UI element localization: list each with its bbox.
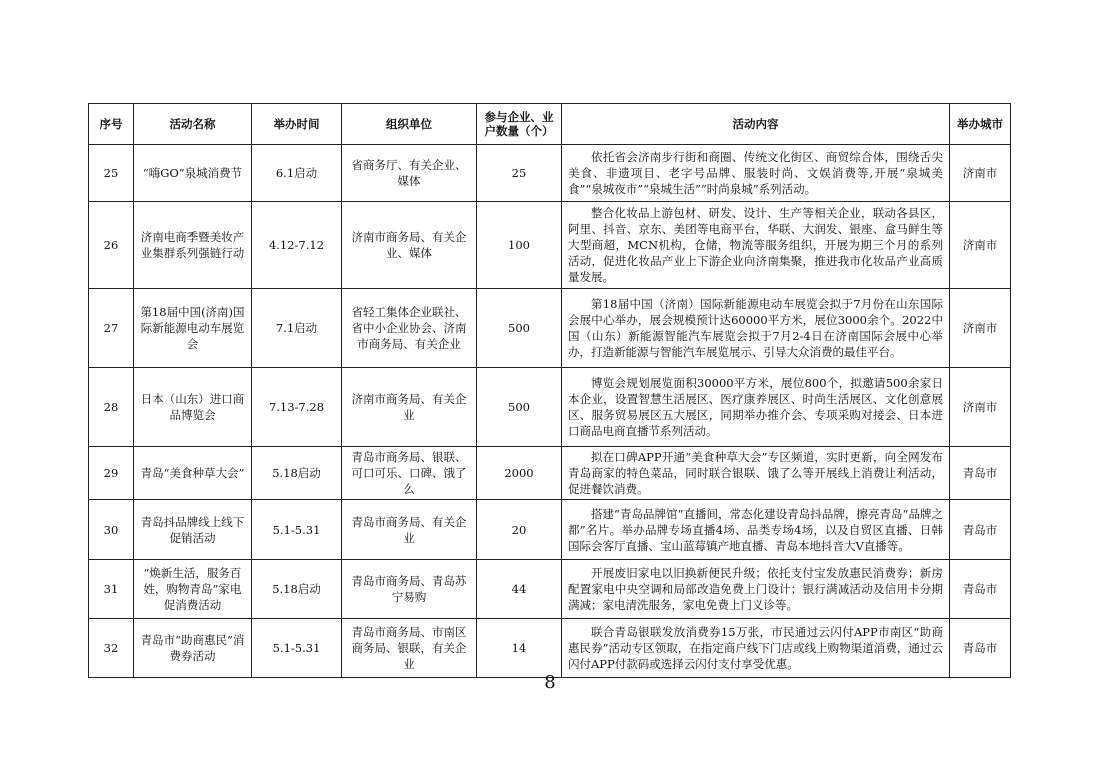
row-time: 5.1-5.31 xyxy=(252,619,342,678)
row-count: 500 xyxy=(477,368,562,447)
header-name: 活动名称 xyxy=(134,104,252,145)
row-city: 青岛市 xyxy=(950,500,1011,560)
row-city: 济南市 xyxy=(950,202,1011,289)
row-org: 济南市商务局、有关企业、媒体 xyxy=(342,202,477,289)
header-count: 参与企业、业户数量（个） xyxy=(477,104,562,145)
row-seq: 31 xyxy=(89,560,134,619)
row-org: 省轻工集体企业联社、省中小企业协会、济南市商务局、有关企业 xyxy=(342,289,477,368)
row-time: 7.13-7.28 xyxy=(252,368,342,447)
row-org: 青岛市商务局、有关企业 xyxy=(342,500,477,560)
row-count: 20 xyxy=(477,500,562,560)
table-row xyxy=(89,202,1011,289)
row-org: 青岛市商务局、市南区商务局、银联，有关企业 xyxy=(342,619,477,678)
row-count: 25 xyxy=(477,145,562,202)
row-seq: 30 xyxy=(89,500,134,560)
row-count: 14 xyxy=(477,619,562,678)
header-time: 举办时间 xyxy=(252,104,342,145)
table-row xyxy=(89,289,1011,368)
row-content: 搭建“青岛品牌馆”直播间，常态化建设青岛抖品牌，擦亮青岛“品牌之都”名片。举办品牌专场直播4场、品类专场4场，以及自贸区直播、日韩国际会客厅直播、宝山蓝莓镇产地直播、青岛本地抖音大V直播等。 xyxy=(562,500,950,560)
row-content: 第18届中国（济南）国际新能源电动车展览会拟于7月份在山东国际会展中心举办，展会规模预计达60000平方米，展位3000余个。2022中国（山东）新能源智能汽车展览会拟于7月2-4日在济南国际会展中心举办，打造新能源与智能汽车展览展示、引导大众消费的最佳平台。 xyxy=(562,289,950,368)
row-count: 100 xyxy=(477,202,562,289)
row-name: 青岛“美食种草大会” xyxy=(134,447,252,500)
row-seq: 29 xyxy=(89,447,134,500)
row-seq: 27 xyxy=(89,289,134,368)
events-table xyxy=(88,103,1011,678)
row-count: 2000 xyxy=(477,447,562,500)
row-content: 依托省会济南步行街和商圈、传统文化街区、商贸综合体，围绕舌尖美食、非遗项目、老字号品牌、服装时尚、文娱消费等,开展“泉城美食”“泉城夜市”“泉城生活”“时尚泉城”系列活动。 xyxy=(562,145,950,202)
row-city: 青岛市 xyxy=(950,619,1011,678)
row-city: 青岛市 xyxy=(950,447,1011,500)
row-time: 5.18启动 xyxy=(252,560,342,619)
row-name: 青岛市“助商惠民”消费券活动 xyxy=(134,619,252,678)
row-seq: 28 xyxy=(89,368,134,447)
row-org: 青岛市商务局、银联、可口可乐、口碑、饿了么 xyxy=(342,447,477,500)
header-seq: 序号 xyxy=(89,104,134,145)
table-row xyxy=(89,619,1011,678)
row-seq: 25 xyxy=(89,145,134,202)
row-seq: 32 xyxy=(89,619,134,678)
row-content: 开展废旧家电以旧换新便民升级；依托支付宝发放惠民消费券；新房配置家电中央空调和局部改造免费上门设计；银行满减活动及信用卡分期满减；家电清洗服务，家电免费上门义诊等。 xyxy=(562,560,950,619)
row-count: 500 xyxy=(477,289,562,368)
row-name: “焕新生活，服务百姓，购物青岛”家电促消费活动 xyxy=(134,560,252,619)
row-name: 济南电商季暨美妆产业集群系列强链行动 xyxy=(134,202,252,289)
row-city: 济南市 xyxy=(950,145,1011,202)
row-seq: 26 xyxy=(89,202,134,289)
row-city: 济南市 xyxy=(950,289,1011,368)
page-number: 8 xyxy=(544,672,556,693)
row-count: 44 xyxy=(477,560,562,619)
row-content: 拟在口碑APP开通“美食种草大会”专区频道，实时更新，向全网发布青岛商家的特色菜品，同时联合银联、饿了么等开展线上消费让利活动，促进餐饮消费。 xyxy=(562,447,950,500)
header-city: 举办城市 xyxy=(950,104,1011,145)
table-row xyxy=(89,500,1011,560)
row-name: 青岛抖品牌线上线下促销活动 xyxy=(134,500,252,560)
row-org: 青岛市商务局、青岛苏宁易购 xyxy=(342,560,477,619)
table-row xyxy=(89,368,1011,447)
row-time: 7.1启动 xyxy=(252,289,342,368)
row-name: “嗨GO”泉城消费节 xyxy=(134,145,252,202)
header-row xyxy=(89,104,1011,145)
row-content: 联合青岛银联发放消费券15万张，市民通过云闪付APP市南区“助商惠民券”活动专区领取，在指定商户线下门店或线上购物渠道消费，通过云闪付APP付款码或选择云闪付支付享受优惠。 xyxy=(562,619,950,678)
row-time: 5.1-5.31 xyxy=(252,500,342,560)
row-org: 省商务厅、有关企业、媒体 xyxy=(342,145,477,202)
table-row xyxy=(89,145,1011,202)
header-content: 活动内容 xyxy=(562,104,950,145)
row-name: 日本（山东）进口商品博览会 xyxy=(134,368,252,447)
table-row xyxy=(89,560,1011,619)
row-city: 青岛市 xyxy=(950,560,1011,619)
row-time: 5.18启动 xyxy=(252,447,342,500)
row-org: 济南市商务局、有关企业 xyxy=(342,368,477,447)
header-org: 组织单位 xyxy=(342,104,477,145)
row-time: 6.1启动 xyxy=(252,145,342,202)
row-name: 第18届中国(济南)国际新能源电动车展览会 xyxy=(134,289,252,368)
table-row xyxy=(89,447,1011,500)
row-city: 济南市 xyxy=(950,368,1011,447)
row-content: 博览会规划展览面积30000平方米，展位800个，拟邀请500余家日本企业，设置智慧生活展区、医疗康养展区、时尚生活展区、文化创意展区、服务贸易展区五大展区，同期举办推介会、专项采购对接会、日本进口商品电商直播节系列活动。 xyxy=(562,368,950,447)
row-content: 整合化妆品上游包材、研发、设计、生产等相关企业，联动各县区，阿里、抖音、京东、美团等电商平台，华联、大润发、银座、盒马鲜生等大型商超，MCN机构，仓储，物流等服务组织，开展为期三个月的系列活动，促进化妆品产业上下游企业向济南集聚，推进我市化妆品产业高质量发展。 xyxy=(562,202,950,289)
row-time: 4.12-7.12 xyxy=(252,202,342,289)
